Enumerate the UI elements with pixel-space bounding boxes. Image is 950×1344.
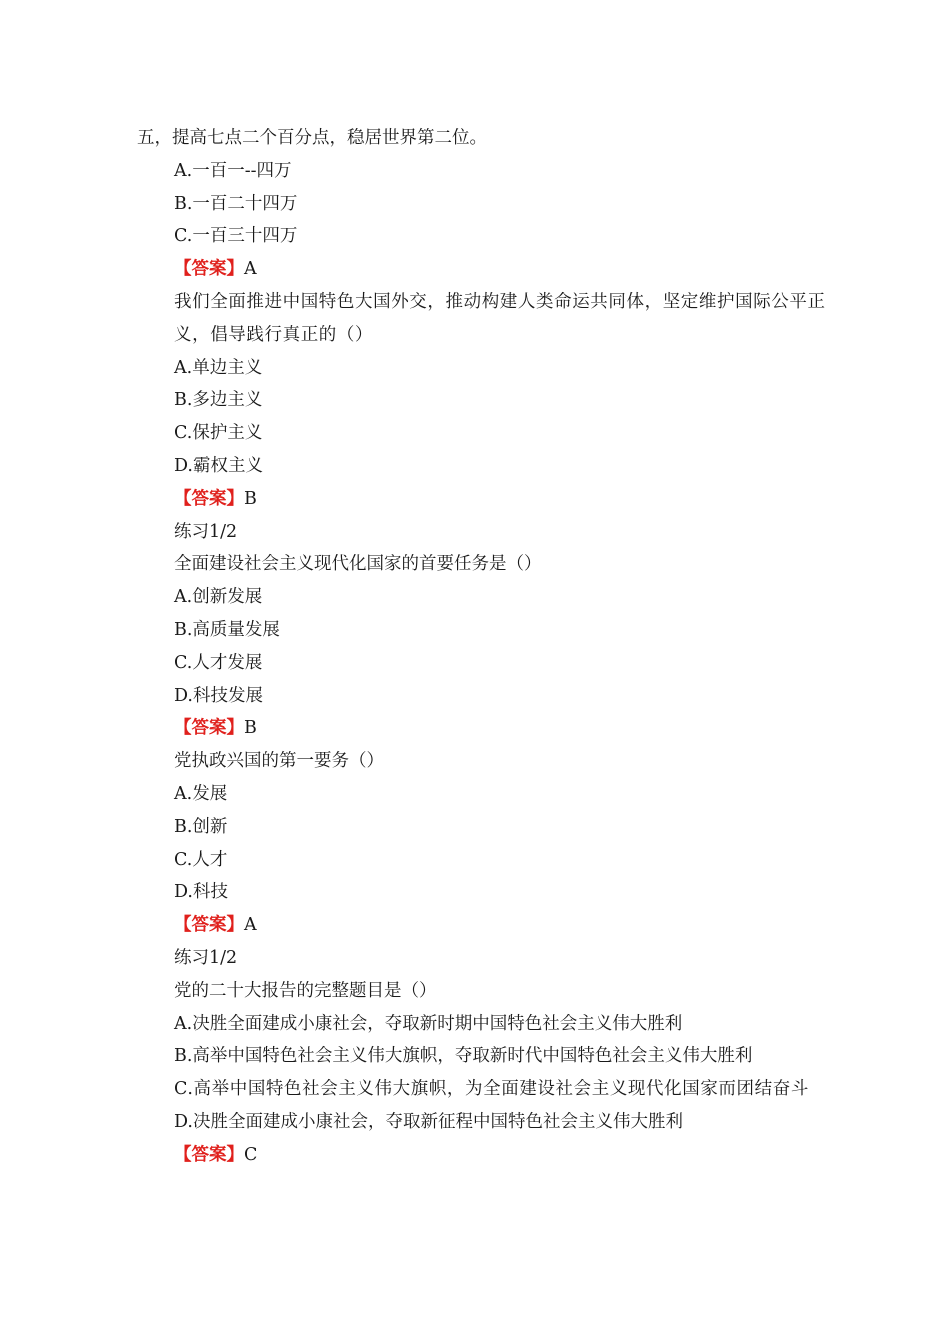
text-line: 党执政兴国的第一要务（） bbox=[174, 751, 384, 772]
answer-value: A bbox=[244, 915, 257, 936]
text-line: A.决胜全面建成小康社会，夺取新时期中国特色社会主义伟大胜利 bbox=[174, 1013, 683, 1034]
text-line: 党的二十大报告的完整题目是（） bbox=[174, 980, 437, 1001]
answer-label: 【答案】 bbox=[174, 259, 244, 280]
text-line: 我们全面推进中国特色大国外交，推动构建人类命运共同体，坚定维护国际公平正义，倡导践行真正的（） bbox=[174, 291, 826, 345]
answer-value: B bbox=[244, 718, 257, 739]
text-line: 练习1/2 bbox=[174, 947, 238, 968]
answer-line bbox=[137, 909, 837, 942]
answer-label: 【答案】 bbox=[174, 915, 244, 936]
text-line: 练习1/2 bbox=[174, 521, 238, 542]
text-line: B.一百二十四万 bbox=[174, 193, 298, 214]
text-line: D.决胜全面建成小康社会，夺取新征程中国特色社会主义伟大胜利 bbox=[174, 1111, 683, 1132]
text-line: C.保护主义 bbox=[174, 423, 263, 444]
answer-label: 【答案】 bbox=[174, 1144, 244, 1165]
text-line: A.发展 bbox=[174, 783, 228, 804]
text-line: D.科技 bbox=[174, 882, 228, 903]
answer-line bbox=[137, 712, 837, 745]
text-line: D.霸权主义 bbox=[174, 455, 263, 476]
text-line: 五，提高七点二个百分点，稳居世界第二位。 bbox=[137, 128, 487, 148]
answer-value: B bbox=[244, 488, 257, 509]
text-line: C.人才 bbox=[174, 849, 228, 870]
answer-line bbox=[137, 483, 837, 516]
answer-line bbox=[137, 1139, 837, 1172]
text-line: C.高举中国特色社会主义伟大旗帜，为全面建设社会主义现代化国家而团结奋斗 bbox=[174, 1079, 809, 1100]
answer-label: 【答案】 bbox=[174, 718, 244, 739]
answer-value: C bbox=[244, 1144, 258, 1165]
text-line: 全面建设社会主义现代化国家的首要任务是（） bbox=[174, 554, 542, 575]
text-line: A.创新发展 bbox=[174, 587, 263, 608]
text-line: C.一百三十四万 bbox=[174, 226, 298, 247]
answer-label: 【答案】 bbox=[174, 488, 244, 509]
answer-value: A bbox=[244, 259, 257, 280]
answer-line bbox=[137, 253, 837, 286]
text-line: A.单边主义 bbox=[174, 357, 263, 378]
text-line: A.一百一--四万 bbox=[174, 160, 292, 181]
text-line: D.科技发展 bbox=[174, 685, 263, 706]
text-line: B.高举中国特色社会主义伟大旗帜，夺取新时代中国特色社会主义伟大胜利 bbox=[174, 1046, 753, 1067]
text-line: B.高质量发展 bbox=[174, 619, 280, 640]
document-body bbox=[137, 122, 837, 1172]
text-line: B.多边主义 bbox=[174, 390, 263, 411]
text-line: B.创新 bbox=[174, 816, 228, 837]
text-line: C.人才发展 bbox=[174, 652, 263, 673]
